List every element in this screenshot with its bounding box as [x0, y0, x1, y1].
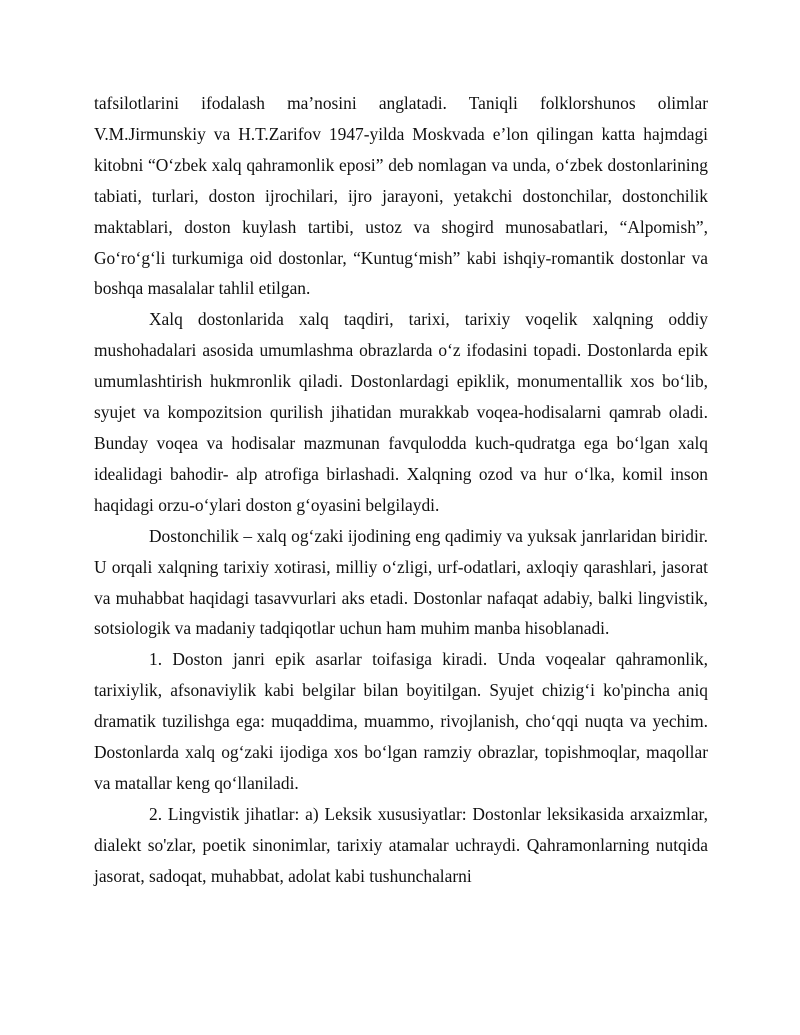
paragraph-point-2: 2. Lingvistik jihatlar: a) Leksik xususiyatlar: Dostonlar leksikasida arxaizmlar, dialekt so'zlar, poetik sinonimlar, tarixiy atamalar uchraydi. Qahramonlarning nutqida jasorat, sadoqat, muhabbat, adolat kabi tushunchalarni [94, 803, 708, 886]
document-page [94, 88, 708, 892]
paragraph-continuation: tafsilotlarini ifodalash ma’nosini anglatadi. Taniqli folklorshunos olimlar V.M.Jirmunskiy va H.T.Zarifov 1947-yilda Moskvada e’lon qilingan katta hajmdagi kitobni “O‘zbek xalq qahramonlik eposi” deb nomlagan va unda, o‘zbek dostonlarining tabiati, turlari, doston ijrochilari, ijro jarayoni, yetakchi dostonchilar, dostonchilik maktablari, doston kuylash tartibi, ustoz va shogird munosabatlari, “Alpomish”, Go‘ro‘g‘li turkumiga oid dostonlar, “Kuntug‘mish” kabi ishqiy-romantik dostonlar va boshqa masalalar tahlil etilgan. [94, 93, 708, 299]
paragraph-xalq-dostonlari: Xalq dostonlarida xalq taqdiri, tarixi, tarixiy voqelik xalqning oddiy mushohadalari asosida umumlashma obrazlarda o‘z ifodasini topadi. Dostonlarda epik umumlashtirish hukmronlik qiladi. Dostonlardagi epiklik, monumentallik xos bo‘lib, syujet va kompozitsion qurilish jihatidan murakkab voqea-hodisalarni qamrab oladi. Bunday voqea va hodisalar mazmunan favqulodda kuch-qudratga ega bo‘lgan xalq idealidagi bahodir- alp atrofiga birlashadi. Xalqning ozod va hur o‘lka, komil inson haqidagi orzu-o‘ylari doston g‘oyasini belgilaydi. [94, 309, 708, 515]
paragraph-dostonchilik: Dostonchilik – xalq og‘zaki ijodining eng qadimiy va yuksak janrlaridan biridir. U orqali xalqning tarixiy xotirasi, milliy o‘zligi, urf-odatlari, axloqiy qarashlari, jasorat va muhabbat haqidagi tasavvurlari aks etadi. Dostonlar nafaqat adabiy, balki lingvistik, sotsiologik va madaniy tadqiqotlar uchun ham muhim manba hisoblanadi. [94, 525, 708, 639]
paragraph-point-1: 1. Doston janri epik asarlar toifasiga kiradi. Unda voqealar qahramonlik, tarixiylik, afsonaviylik kabi belgilar bilan boyitilgan. Syujet chizig‘i ko'pincha aniq dramatik tuzilishga ega: muqaddima, muammo, rivojlanish, cho‘qqi nuqta va yechim. Dostonlarda xalq og‘zaki ijodiga xos bo‘lgan ramziy obrazlar, topishmoqlar, maqollar va matallar keng qo‘llaniladi. [94, 649, 708, 793]
